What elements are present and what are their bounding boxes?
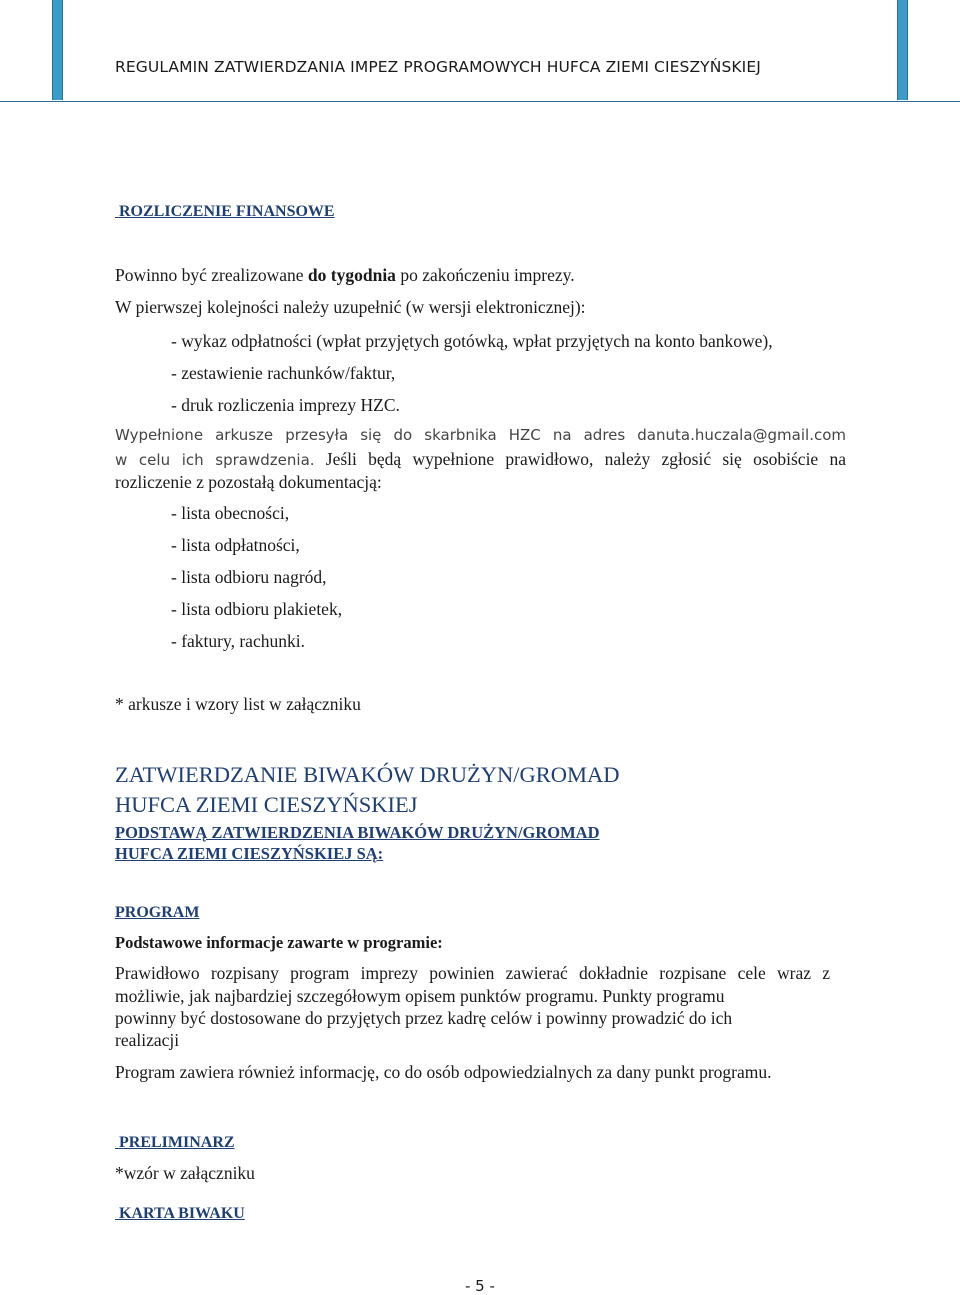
subheading-line2: HUFCA ZIEMI CIESZYŃSKIEJ SĄ:	[115, 844, 384, 863]
header-divider	[0, 101, 960, 102]
header-right-bar	[897, 0, 908, 100]
attachment-note: * arkusze i wzory list w załączniku	[115, 694, 361, 714]
preliminarz-note: *wzór w załączniku	[115, 1163, 255, 1183]
list-item: - wykaz odpłatności (wpłat przyjętych gotówką, wpłat przyjętych na konto bankowe),	[171, 331, 773, 351]
paragraph-send-line3: rozliczenie z pozostałą dokumentacją:	[115, 472, 382, 492]
list-item: - lista obecności,	[171, 503, 290, 523]
section-heading-karta: KARTA BIWAKU	[119, 1205, 245, 1222]
list-item: - lista odpłatności,	[171, 535, 300, 555]
list-item: - lista odbioru nagród,	[171, 567, 327, 587]
program-paragraph-line: powinny być dostosowane do przyjętych przez kadrę celów i powinny prowadzić do ich	[115, 1008, 733, 1028]
section-heading-preliminarz: PRELIMINARZ	[119, 1134, 235, 1151]
paragraph-deadline: Powinno być zrealizowane do tygodnia po zakończeniu imprezy.	[115, 265, 575, 285]
paragraph-first-steps: W pierwszej kolejności należy uzupełnić (w wersji elektronicznej):	[115, 297, 586, 317]
paragraph-send-line1: Wypełnione arkusze przesyła się do skarbnika HZC na adres danuta.huczala@gmail.com	[115, 426, 846, 444]
header-left-bar	[52, 0, 63, 100]
program-paragraph-line: realizacji	[115, 1030, 180, 1050]
page-number: - 5 -	[465, 1277, 495, 1295]
header-title: REGULAMIN ZATWIERDZANIA IMPEZ PROGRAMOWYCH HUFCA ZIEMI CIESZYŃSKIEJ	[115, 58, 761, 76]
paragraph-send-line2: w celu ich sprawdzenia. Jeśli będą wypełnione prawidłowo, należy zgłosić się osobiście na	[115, 449, 846, 469]
section-heading-rozliczenie: ROZLICZENIE FINANSOWE	[119, 203, 335, 220]
program-paragraph-line: możliwie, jak najbardziej szczegółowym opisem punktów programu. Punkty programu	[115, 986, 725, 1006]
program-paragraph-line: Prawidłowo rozpisany program imprezy powinien zawierać dokładnie rozpisane cele wraz z	[115, 963, 830, 983]
program-info-label: Podstawowe informacje zawarte w programie:	[115, 933, 443, 952]
section-heading-program: PROGRAM	[115, 904, 200, 921]
list-item: - lista odbioru plakietek,	[171, 599, 343, 619]
program-responsible-paragraph: Program zawiera również informację, co do osób odpowiedzialnych za dany punkt programu.	[115, 1062, 772, 1082]
section-title-line1: ZATWIERDZANIE BIWAKÓW DRUŻYN/GROMAD	[115, 762, 620, 787]
subheading-line1: PODSTAWĄ ZATWIERDZENIA BIWAKÓW DRUŻYN/GROMAD	[115, 823, 600, 842]
list-item: - druk rozliczenia imprezy HZC.	[171, 395, 400, 415]
list-item: - faktury, rachunki.	[171, 631, 305, 651]
list-item: - zestawienie rachunków/faktur,	[171, 363, 396, 383]
section-title-line2: HUFCA ZIEMI CIESZYŃSKIEJ	[115, 792, 418, 817]
